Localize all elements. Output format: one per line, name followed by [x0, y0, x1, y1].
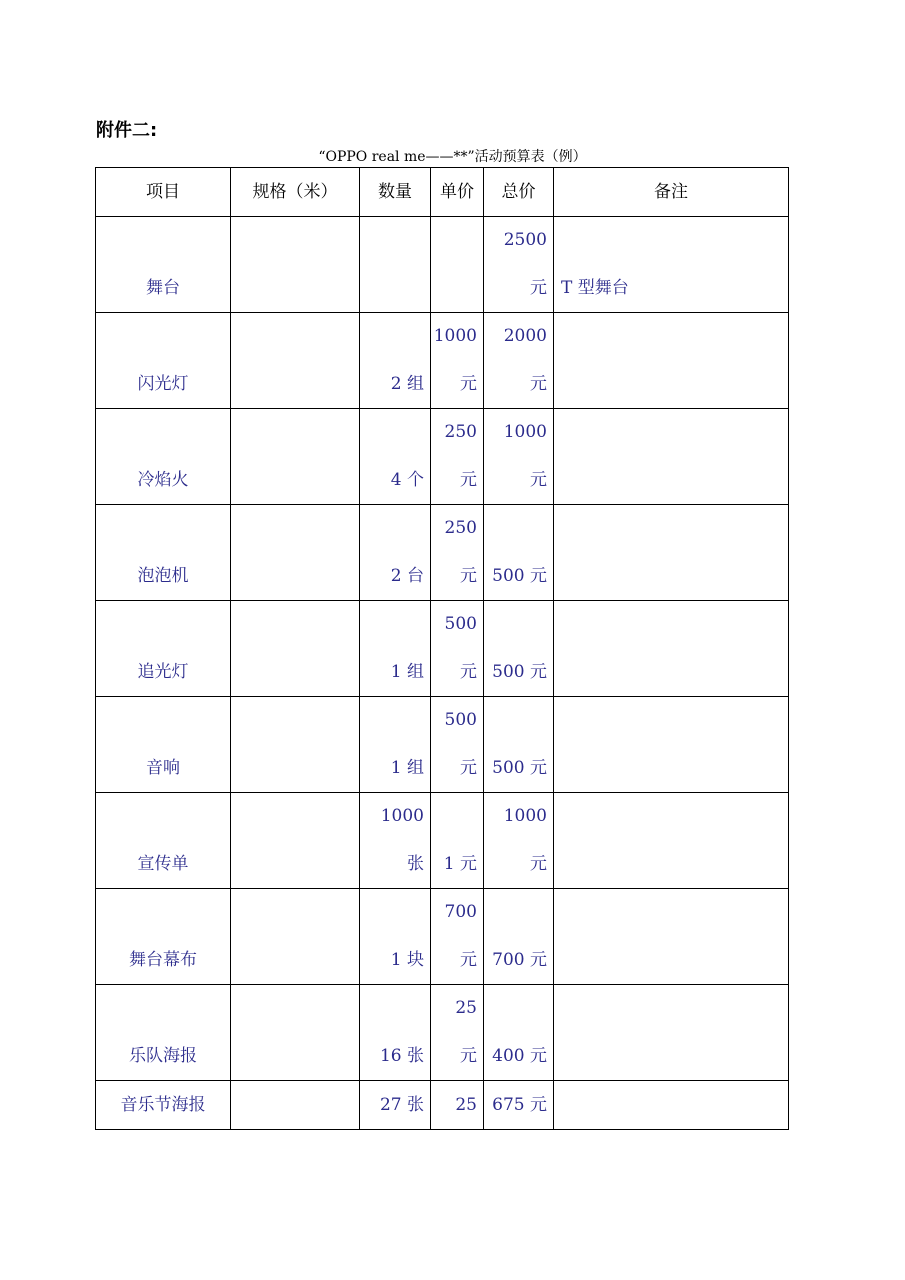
- cell-qty-text: 27 张: [379, 1095, 424, 1115]
- cell-item: [96, 601, 231, 697]
- table-row: [96, 409, 789, 505]
- cell-note: [554, 217, 789, 313]
- cell-spec: [231, 313, 360, 409]
- cell-unit-text: 250: [444, 422, 477, 442]
- cell-qty: [360, 601, 431, 697]
- header-total-price: 总价: [484, 168, 554, 217]
- cell-note: [554, 793, 789, 889]
- cell-spec: [231, 889, 360, 985]
- cell-item: [96, 1081, 231, 1130]
- cell-unit: [431, 601, 484, 697]
- cell-item-text: 舞台幕布: [129, 950, 197, 970]
- cell-spec: [231, 985, 360, 1081]
- cell-total-text: 500 元: [492, 758, 547, 778]
- cell-total-text: 400 元: [492, 1046, 547, 1066]
- header-qty: 数量: [360, 168, 431, 217]
- header-spec: 规格（米）: [231, 168, 360, 217]
- cell-spec: [231, 793, 360, 889]
- cell-total: [484, 409, 554, 505]
- cell-total: [484, 601, 554, 697]
- cell-unit-text: 500: [444, 614, 477, 634]
- table-row: [96, 1081, 789, 1130]
- cell-item: [96, 793, 231, 889]
- cell-qty: [360, 313, 431, 409]
- cell-unit-text: 700: [444, 902, 477, 922]
- cell-unit-text: 元: [460, 758, 477, 778]
- cell-item-text: 宣传单: [137, 854, 189, 874]
- cell-qty-text: 4 个: [390, 470, 424, 490]
- cell-unit: [431, 217, 484, 313]
- cell-item: [96, 889, 231, 985]
- cell-note-text: T 型舞台: [561, 278, 629, 298]
- cell-total: [484, 985, 554, 1081]
- cell-unit: [431, 409, 484, 505]
- table-row: [96, 313, 789, 409]
- cell-item-text: 追光灯: [137, 662, 189, 682]
- cell-unit-text: 元: [460, 950, 477, 970]
- cell-note: [554, 505, 789, 601]
- cell-note: [554, 1081, 789, 1130]
- cell-total: [484, 697, 554, 793]
- cell-note: [554, 889, 789, 985]
- cell-unit-text: 元: [460, 566, 477, 586]
- cell-spec: [231, 697, 360, 793]
- cell-item-text: 音乐节海报: [120, 1095, 206, 1115]
- cell-total: [484, 505, 554, 601]
- cell-total: [484, 217, 554, 313]
- cell-total-text: 元: [530, 470, 547, 490]
- cell-spec: [231, 409, 360, 505]
- table-row: [96, 505, 789, 601]
- cell-unit: [431, 793, 484, 889]
- cell-unit-text: 元: [460, 470, 477, 490]
- cell-qty: [360, 793, 431, 889]
- cell-spec: [231, 1081, 360, 1130]
- cell-total-text: 2000: [503, 326, 547, 346]
- cell-item-text: 泡泡机: [137, 566, 189, 586]
- cell-unit: [431, 985, 484, 1081]
- header-item: 项目: [96, 168, 231, 217]
- cell-unit: [431, 889, 484, 985]
- cell-item: [96, 985, 231, 1081]
- cell-unit: [431, 697, 484, 793]
- cell-unit-text: 元: [460, 662, 477, 682]
- cell-unit-text: 元: [460, 1046, 477, 1066]
- cell-unit-text: 250: [444, 518, 477, 538]
- cell-note: [554, 601, 789, 697]
- cell-unit-text: 1 元: [443, 854, 477, 874]
- cell-item: [96, 313, 231, 409]
- cell-total-text: 元: [530, 374, 547, 394]
- cell-qty: [360, 1081, 431, 1130]
- table-row: [96, 697, 789, 793]
- header-note: 备注: [554, 168, 789, 217]
- cell-item-text: 舞台: [146, 278, 180, 298]
- cell-total-text: 1000: [503, 422, 547, 442]
- cell-item-text: 闪光灯: [137, 374, 189, 394]
- cell-item: [96, 217, 231, 313]
- cell-total-text: 2500: [503, 230, 547, 250]
- table-row: [96, 889, 789, 985]
- cell-total-text: 元: [530, 278, 547, 298]
- cell-item: [96, 409, 231, 505]
- cell-spec: [231, 601, 360, 697]
- cell-unit: [431, 505, 484, 601]
- table-row: [96, 793, 789, 889]
- cell-spec: [231, 505, 360, 601]
- cell-total-text: 675 元: [492, 1095, 547, 1115]
- cell-total: [484, 1081, 554, 1130]
- cell-qty: [360, 409, 431, 505]
- cell-spec: [231, 217, 360, 313]
- cell-unit: [431, 313, 484, 409]
- cell-unit-text: 元: [460, 374, 477, 394]
- cell-total: [484, 793, 554, 889]
- cell-total: [484, 313, 554, 409]
- cell-total-text: 500 元: [492, 662, 547, 682]
- budget-table: [95, 167, 789, 1130]
- cell-qty-text: 1 块: [390, 950, 424, 970]
- cell-total-text: 500 元: [492, 566, 547, 586]
- cell-item-text: 冷焰火: [137, 470, 189, 490]
- table-row: [96, 985, 789, 1081]
- cell-unit-text: 25: [455, 1095, 477, 1115]
- cell-item-text: 乐队海报: [129, 1046, 197, 1066]
- table-caption: “OPPO real me——**”活动预算表（例）: [318, 149, 587, 165]
- cell-qty: [360, 505, 431, 601]
- cell-note: [554, 313, 789, 409]
- cell-qty-text: 张: [407, 854, 424, 874]
- cell-qty: [360, 889, 431, 985]
- cell-total: [484, 889, 554, 985]
- cell-qty: [360, 217, 431, 313]
- cell-total-text: 元: [530, 854, 547, 874]
- cell-qty-text: 1 组: [390, 758, 424, 778]
- cell-note: [554, 409, 789, 505]
- header-unit-price: 单价: [431, 168, 484, 217]
- table-row: [96, 217, 789, 313]
- table-header-row: [96, 168, 789, 217]
- cell-qty-text: 2 台: [390, 566, 424, 586]
- table-row: [96, 601, 789, 697]
- cell-unit-text: 500: [444, 710, 477, 730]
- cell-item-text: 音响: [146, 758, 180, 778]
- cell-qty: [360, 985, 431, 1081]
- cell-item: [96, 505, 231, 601]
- cell-note: [554, 985, 789, 1081]
- cell-qty-text: 2 组: [390, 374, 424, 394]
- cell-unit: [431, 1081, 484, 1130]
- cell-unit-text: 1000: [433, 326, 477, 346]
- cell-qty-text: 1000: [380, 806, 424, 826]
- cell-qty: [360, 697, 431, 793]
- cell-unit-text: 25: [455, 998, 477, 1018]
- cell-note: [554, 697, 789, 793]
- cell-qty-text: 16 张: [379, 1046, 424, 1066]
- cell-qty-text: 1 组: [390, 662, 424, 682]
- cell-total-text: 700 元: [492, 950, 547, 970]
- cell-total-text: 1000: [503, 806, 547, 826]
- attachment-heading: 附件二:: [96, 120, 158, 141]
- cell-item: [96, 697, 231, 793]
